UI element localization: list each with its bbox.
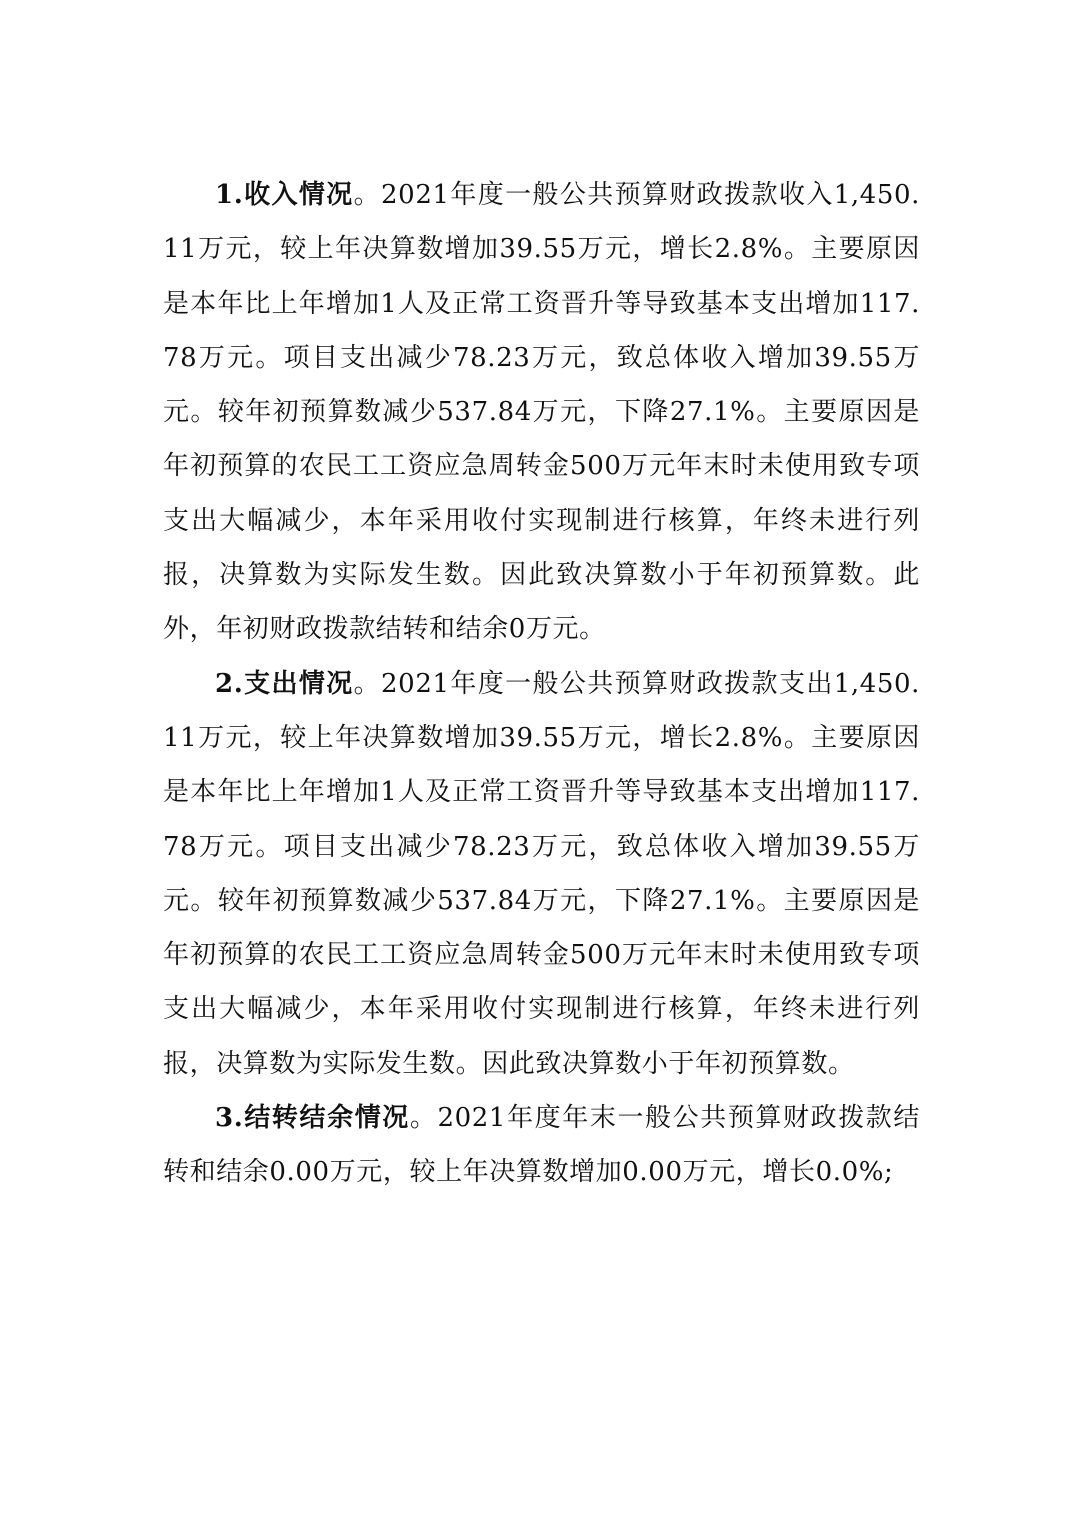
- paragraph-carryover-text: 。2021年度年末一般公共预算财政拨款结转和结余0.00万元，较上年决算数增加0.00万元，增长0.0%;: [163, 1103, 920, 1188]
- heading-income: 1.收入情况: [215, 180, 354, 210]
- document-body: [163, 168, 920, 1200]
- paragraph-expenditure: [163, 657, 920, 1091]
- paragraph-carryover: [163, 1091, 920, 1200]
- heading-carryover: 3.结转结余情况: [215, 1103, 410, 1134]
- paragraph-income: [163, 168, 920, 657]
- paragraph-income-text: 。2021年度一般公共预算财政拨款收入1,450.11万元，较上年决算数增加39.55万元，增长2.8%。主要原因是本年比上年增加1人及正常工资晋升等导致基本支出增加117.78万元。项目支出减少78.23万元，致总体收入增加39.55万元。较年初预算数减少537.84万元，下降27.1%。主要原因是年初预算的农民工工资应急周转金500万元年末时未使用致专项支出大幅减少，本年采用收付实现制进行核算，年终未进行列报，决算数为实际发生数。因此致决算数小于年初预算数。此外，年初财政拨款结转和结余0万元。: [163, 180, 920, 645]
- heading-expenditure: 2.支出情况: [215, 668, 354, 699]
- paragraph-expenditure-text: 。2021年度一般公共预算财政拨款支出1,450.11万元，较上年决算数增加39.55万元，增长2.8%。主要原因是本年比上年增加1人及正常工资晋升等导致基本支出增加117.78万元。项目支出减少78.23万元，致总体收入增加39.55万元。较年初预算数减少537.84万元，下降27.1%。主要原因是年初预算的农民工工资应急周转金500万元年末时未使用致专项支出大幅减少，本年采用收付实现制进行核算，年终未进行列报，决算数为实际发生数。因此致决算数小于年初预算数。: [163, 668, 920, 1079]
